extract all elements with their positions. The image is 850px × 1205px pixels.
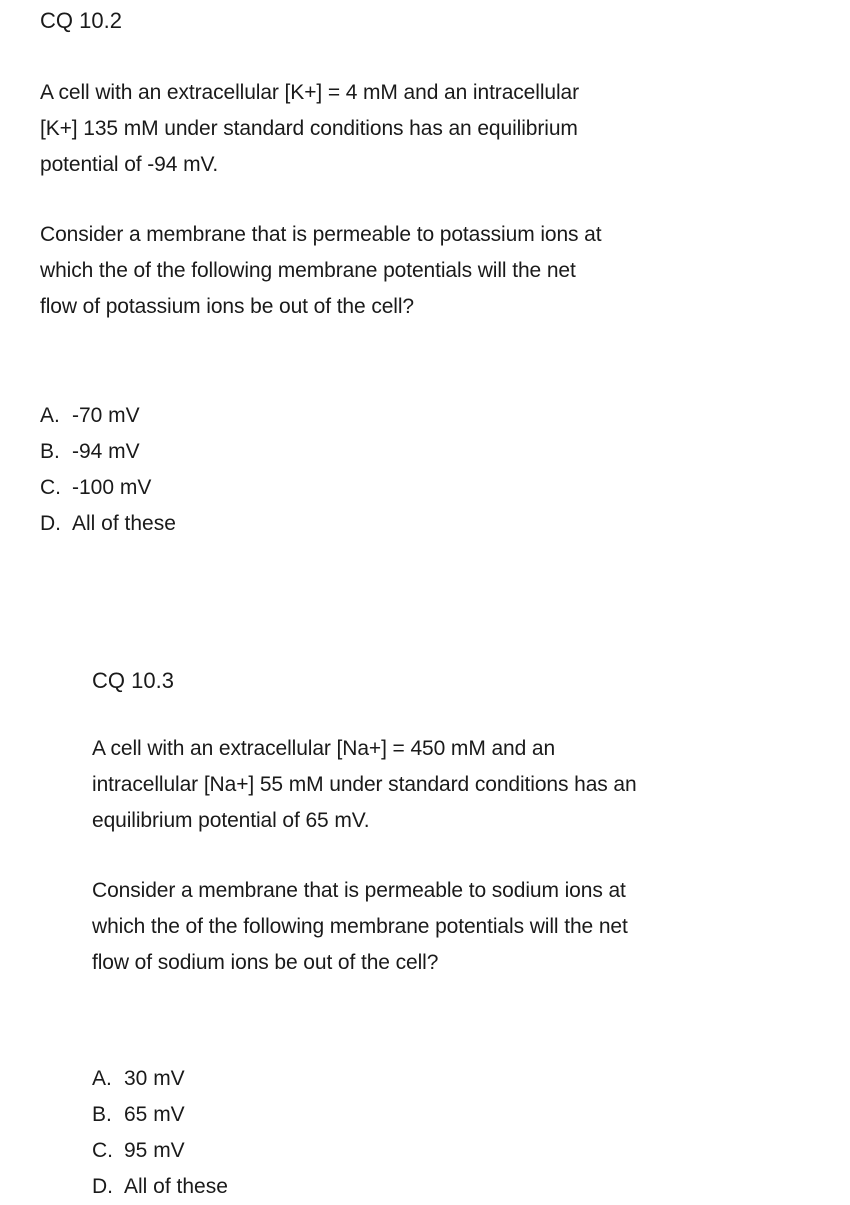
option-letter: C. bbox=[40, 476, 61, 499]
option-letter: C. bbox=[92, 1139, 113, 1162]
intro-line: A cell with an extracellular [K+] = 4 mM and an intracellular bbox=[40, 81, 579, 104]
option-text: 65 mV bbox=[124, 1103, 185, 1126]
answer-option-d bbox=[92, 1169, 832, 1205]
option-letter: D. bbox=[40, 512, 61, 535]
answer-option-d bbox=[40, 506, 830, 542]
prompt-line: Consider a membrane that is permeable to potassium ions at bbox=[40, 223, 602, 246]
answer-option-c bbox=[40, 470, 830, 506]
intro-line: intracellular [Na+] 55 mM under standard conditions has an bbox=[92, 773, 637, 796]
option-letter: D. bbox=[92, 1175, 113, 1198]
question-cq-10-3 bbox=[92, 666, 832, 1205]
option-text: All of these bbox=[124, 1175, 228, 1198]
option-letter: A. bbox=[92, 1067, 112, 1090]
answer-options bbox=[40, 398, 830, 542]
prompt-line: flow of potassium ions be out of the cell? bbox=[40, 295, 415, 318]
option-text: All of these bbox=[72, 512, 176, 535]
option-letter: A. bbox=[40, 404, 60, 427]
answer-option-a bbox=[40, 398, 830, 434]
answer-option-c bbox=[92, 1133, 832, 1169]
answer-option-a bbox=[92, 1061, 832, 1097]
prompt-line: flow of sodium ions be out of the cell? bbox=[92, 951, 439, 974]
question-prompt bbox=[92, 873, 832, 981]
prompt-line: which the of the following membrane potentials will the net bbox=[92, 915, 628, 938]
option-text: 30 mV bbox=[124, 1067, 185, 1090]
option-letter: B. bbox=[40, 440, 60, 463]
question-id: CQ 10.2 bbox=[40, 8, 122, 33]
option-text: -100 mV bbox=[72, 476, 152, 499]
intro-line: A cell with an extracellular [Na+] = 450 mM and an bbox=[92, 737, 556, 760]
option-text: -94 mV bbox=[72, 440, 140, 463]
question-cq-10-2 bbox=[40, 6, 830, 542]
option-letter: B. bbox=[92, 1103, 112, 1126]
intro-line: potential of -94 mV. bbox=[40, 153, 219, 176]
question-intro bbox=[40, 75, 830, 183]
option-text: 95 mV bbox=[124, 1139, 185, 1162]
intro-line: [K+] 135 mM under standard conditions has an equilibrium bbox=[40, 117, 578, 140]
answer-option-b bbox=[92, 1097, 832, 1133]
question-prompt bbox=[40, 217, 830, 325]
option-text: -70 mV bbox=[72, 404, 140, 427]
answer-option-b bbox=[40, 434, 830, 470]
prompt-line: Consider a membrane that is permeable to sodium ions at bbox=[92, 879, 626, 902]
prompt-line: which the of the following membrane potentials will the net bbox=[40, 259, 576, 282]
question-id: CQ 10.3 bbox=[92, 668, 174, 693]
question-intro bbox=[92, 731, 832, 839]
answer-options bbox=[92, 1061, 832, 1205]
intro-line: equilibrium potential of 65 mV. bbox=[92, 809, 370, 832]
